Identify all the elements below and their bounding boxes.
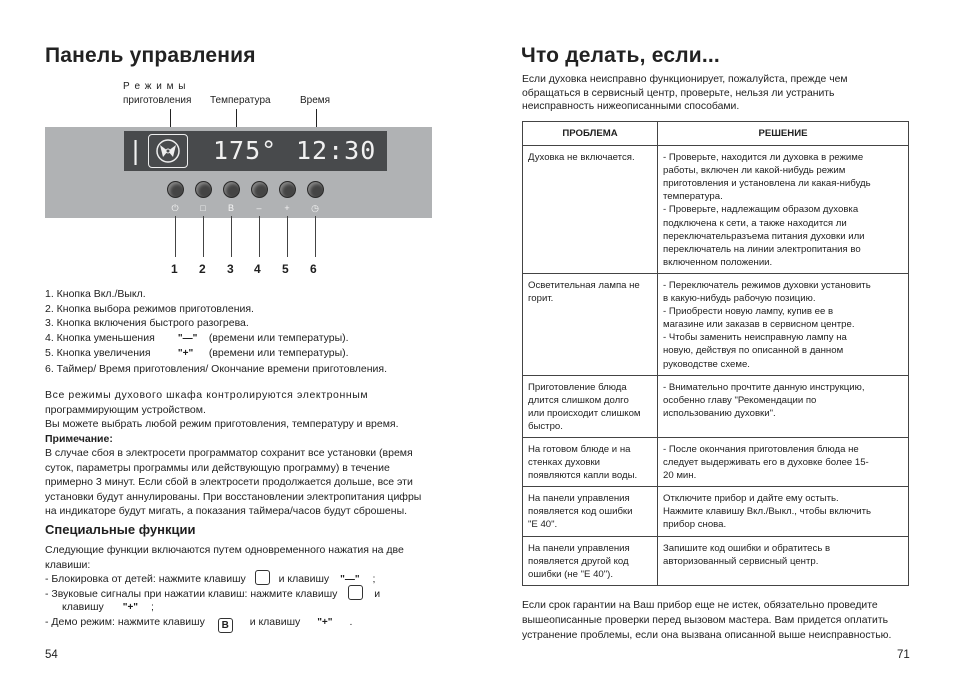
text-line: В случае сбоя в электросети программатор сохранит все установки (время: [45, 447, 413, 459]
cell-line: особенно главу "Рекомендации по: [663, 394, 817, 406]
button-number-6: 6: [310, 262, 317, 276]
label-time: Время: [300, 95, 331, 106]
leader-line-3: [231, 216, 232, 257]
note-heading: Примечание:: [45, 433, 113, 445]
mode-key-icon: [255, 570, 270, 585]
cell-line: стенках духовки: [528, 457, 600, 469]
legend-item: 1. Кнопка Вкл./Выкл.: [45, 288, 146, 300]
fast-heat-button[interactable]: [223, 181, 240, 198]
solution-cell: [658, 437, 909, 486]
problem-cell: [523, 536, 658, 585]
table-row: [523, 273, 909, 375]
solution-cell: [658, 536, 909, 585]
demo-and: и клавишу: [249, 616, 301, 628]
cell-line: прибор снова.: [663, 519, 727, 531]
decrease-button[interactable]: [251, 181, 268, 198]
cell-line: Нажмите клавишу Вкл./Выкл., чтобы включить: [663, 506, 872, 518]
table-header-row: [523, 122, 909, 146]
cooking-mode-icon: [148, 134, 188, 168]
cell-line: переключатель на линии электропитания во: [663, 243, 861, 255]
cell-line: "E 40".: [528, 519, 558, 531]
cell-line: 20 мин.: [663, 470, 697, 482]
text-line: Вы можете выбрать любой режим приготовления, температуру и время.: [45, 418, 399, 431]
button-number-4: 4: [254, 262, 261, 276]
fast-heat-b-icon: B: [227, 203, 234, 213]
page-number-right: 71: [897, 649, 910, 661]
fast-heat-key-icon: B: [218, 618, 233, 633]
column-header-problem: ПРОБЛЕМА: [523, 122, 658, 146]
legend-item: 2. Кнопка выбора режимов приготовления.: [45, 302, 254, 315]
sound-key-word: клавишу: [62, 601, 104, 613]
table-row: [523, 536, 909, 585]
legend-list: [45, 287, 387, 377]
timer-clock-icon: ◷: [311, 203, 319, 213]
text-line: Все режимы духового шкафа контролируются электронным: [45, 389, 369, 401]
leader-line-6: [315, 216, 316, 257]
leader-line-2: [203, 216, 204, 257]
mode-square-icon: □: [200, 203, 206, 213]
sound-and: и: [374, 588, 381, 600]
cell-line: На готовом блюде и на: [528, 443, 631, 455]
increase-button[interactable]: [279, 181, 296, 198]
legend-item-note: (времени или температуры).: [208, 331, 349, 344]
cell-line: горит.: [528, 293, 554, 305]
cell-line: - Переключатель режимов духовки установить: [663, 279, 871, 291]
text-line: неисправность нижеописанными способами.: [522, 101, 740, 113]
button-number-3: 3: [227, 262, 234, 276]
cell-line: Осветительная лампа не: [528, 279, 640, 291]
cell-line: включенном положении.: [663, 256, 773, 268]
text-line: Если духовка неисправно функционирует, пожалуйста, прежде чем: [522, 74, 848, 85]
text-line: клавиши:: [45, 558, 91, 571]
cell-line: - После окончания приготовления блюда не: [663, 443, 859, 455]
special-intro: [45, 543, 440, 572]
table-row: [523, 487, 909, 536]
label-modes-line2: приготовления: [123, 95, 192, 106]
legend-item-note: (времени или температуры).: [208, 347, 349, 360]
legend-item: [45, 331, 387, 347]
cell-line: приготовления и установлена ли какая-нибудь: [663, 178, 871, 190]
plus-key-glyph: "+": [122, 602, 139, 613]
cell-line: Отключите прибор и дайте ему остыть.: [663, 493, 839, 505]
text-line: устранение проблемы, если она вызвана описанной выше неисправностью.: [522, 630, 892, 641]
cell-line: ошибки (не "E 40").: [528, 568, 614, 580]
minus-icon: –: [256, 203, 262, 213]
table-row: [523, 437, 909, 486]
cell-line: - Проверьте, надлежащим образом духовка: [663, 204, 859, 216]
cell-line: появляется другой код: [528, 555, 629, 567]
legend-item-label: 5. Кнопка увеличения: [45, 347, 151, 360]
display-time: 12:30: [296, 136, 377, 165]
display-left-indicator: |: [128, 136, 145, 165]
intro-paragraph: [45, 388, 435, 432]
text-line: Если срок гарантии на Ваш прибор еще не истек, обязательно проведите: [522, 600, 878, 611]
text-line: установки будут аннулированы. При восстановлении электропитания цифры: [45, 490, 422, 503]
text-line: программирующим устройством.: [45, 403, 206, 416]
cell-line: - Проверьте, находится ли духовка в режиме: [663, 152, 864, 164]
child-lock-and: и клавишу: [278, 573, 330, 585]
legend-item-label: 4. Кнопка уменьшения: [45, 331, 155, 344]
plus-key-glyph: "+": [317, 617, 333, 628]
problem-cell: [523, 146, 658, 274]
display-temperature: 175°: [213, 136, 278, 165]
leader-line-5: [287, 216, 288, 257]
cell-line: авторизованный сервисный центр.: [663, 555, 819, 567]
cell-line: магазине или заказав в сервисном центре.: [663, 319, 855, 331]
leader-line-1: [175, 216, 176, 257]
note-paragraph: [45, 446, 435, 519]
cell-line: работы, включен ли какой-нибудь режим: [663, 165, 846, 177]
demo-text: - Демо режим: нажмите клавишу: [45, 616, 205, 628]
power-icon: ⏻: [171, 203, 179, 213]
timer-button[interactable]: [307, 181, 324, 198]
label-modes-line1: Р е ж и м ы: [123, 81, 187, 92]
column-header-solution: РЕШЕНИЕ: [658, 122, 909, 146]
solution-cell: [658, 273, 909, 375]
cell-line: подключена к сети, а также находится ли: [663, 217, 847, 229]
child-lock-text: - Блокировка от детей: нажмите клавишу: [45, 573, 246, 585]
minus-key-glyph: "—": [340, 574, 360, 585]
text-line: примерно 3 минут. Если сбой в электросети продолжается дольше, все эти: [45, 476, 413, 489]
cell-line: следует выдерживать его в духовке более 15-: [663, 457, 869, 469]
on-off-button[interactable]: [167, 181, 184, 198]
troubleshooting-intro: [522, 73, 912, 114]
cell-line: появляется код ошибки: [528, 506, 633, 518]
problem-cell: [523, 437, 658, 486]
text-line: на индикаторе будут мигать, а показания таймера/часов будут сброшены.: [45, 505, 408, 518]
plus-icon: +: [284, 203, 290, 213]
solution-cell: [658, 487, 909, 536]
minus-key-glyph: "—": [177, 332, 198, 344]
solution-cell: [658, 146, 909, 274]
page-title-troubleshooting: Что делать, если...: [521, 44, 720, 67]
table-row: [523, 146, 909, 274]
demo-item: [45, 615, 352, 633]
cell-line: На панели управления: [528, 493, 630, 505]
troubleshooting-table: [522, 121, 909, 586]
cell-line: температура.: [663, 191, 723, 203]
cell-line: - Внимательно прочтите данную инструкцию,: [663, 381, 865, 393]
cell-line: новую, действуя по описанной в данном: [663, 345, 844, 357]
sound-item-line2: [62, 600, 154, 616]
text-line: вышеописанные проверки перед вызовом мастера. Вам придется оплатить: [522, 615, 889, 626]
page-title-control-panel: Панель управления: [45, 44, 256, 67]
cell-line: или происходит слишком: [528, 407, 641, 419]
legend-item: 3. Кнопка включения быстрого разогрева.: [45, 317, 249, 330]
special-functions-heading: Специальные функции: [45, 522, 196, 537]
button-number-1: 1: [171, 262, 178, 276]
cell-line: Запишите код ошибки и обратитесь в: [663, 542, 831, 554]
button-number-2: 2: [199, 262, 206, 276]
punctuation: ;: [372, 573, 376, 585]
cell-line: Духовка не включается.: [528, 152, 635, 164]
punctuation: ;: [150, 601, 154, 613]
warranty-paragraph: [522, 598, 917, 643]
mode-select-button[interactable]: [195, 181, 212, 198]
label-temperature: Температура: [210, 95, 271, 106]
cell-line: - Приобрести новую лампу, купив ее в: [663, 306, 834, 318]
legend-item: 6. Таймер/ Время приготовления/ Окончание времени приготовления.: [45, 362, 388, 375]
text-line: обращаться в сервисный центр, проверьте, нельзя ли устранить: [522, 87, 835, 99]
cell-line: появляются капли воды.: [528, 470, 638, 482]
cell-line: быстро.: [528, 420, 563, 432]
page-number-left: 54: [45, 649, 58, 661]
punctuation: .: [349, 616, 353, 628]
problem-cell: [523, 487, 658, 536]
cell-line: руководстве схеме.: [663, 358, 750, 370]
problem-cell: [523, 273, 658, 375]
cell-line: переключательразъема питания духовки или: [663, 230, 865, 242]
cell-line: в какую-нибудь рабочую позицию.: [663, 293, 816, 305]
text-line: суток, параметры программы или действующую программу) в течение: [45, 461, 390, 474]
table-row: [523, 375, 909, 437]
cell-line: - Чтобы заменить неисправную лампу на: [663, 332, 847, 344]
problem-cell: [523, 375, 658, 437]
button-number-5: 5: [282, 262, 289, 276]
leader-line-4: [259, 216, 260, 257]
legend-item: [45, 346, 387, 362]
plus-key-glyph: "+": [177, 348, 194, 360]
cell-line: длится слишком долго: [528, 394, 629, 406]
cell-line: На панели управления: [528, 542, 630, 554]
solution-cell: [658, 375, 909, 437]
text-line: Следующие функции включаются путем одновременного нажатия на две: [45, 544, 404, 556]
sound-text: - Звуковые сигналы при нажатии клавиш: нажмите клавишу: [45, 588, 338, 600]
cell-line: использованию духовки".: [663, 407, 776, 419]
mode-key-icon: [348, 585, 363, 600]
cell-line: Приготовление блюда: [528, 381, 627, 393]
